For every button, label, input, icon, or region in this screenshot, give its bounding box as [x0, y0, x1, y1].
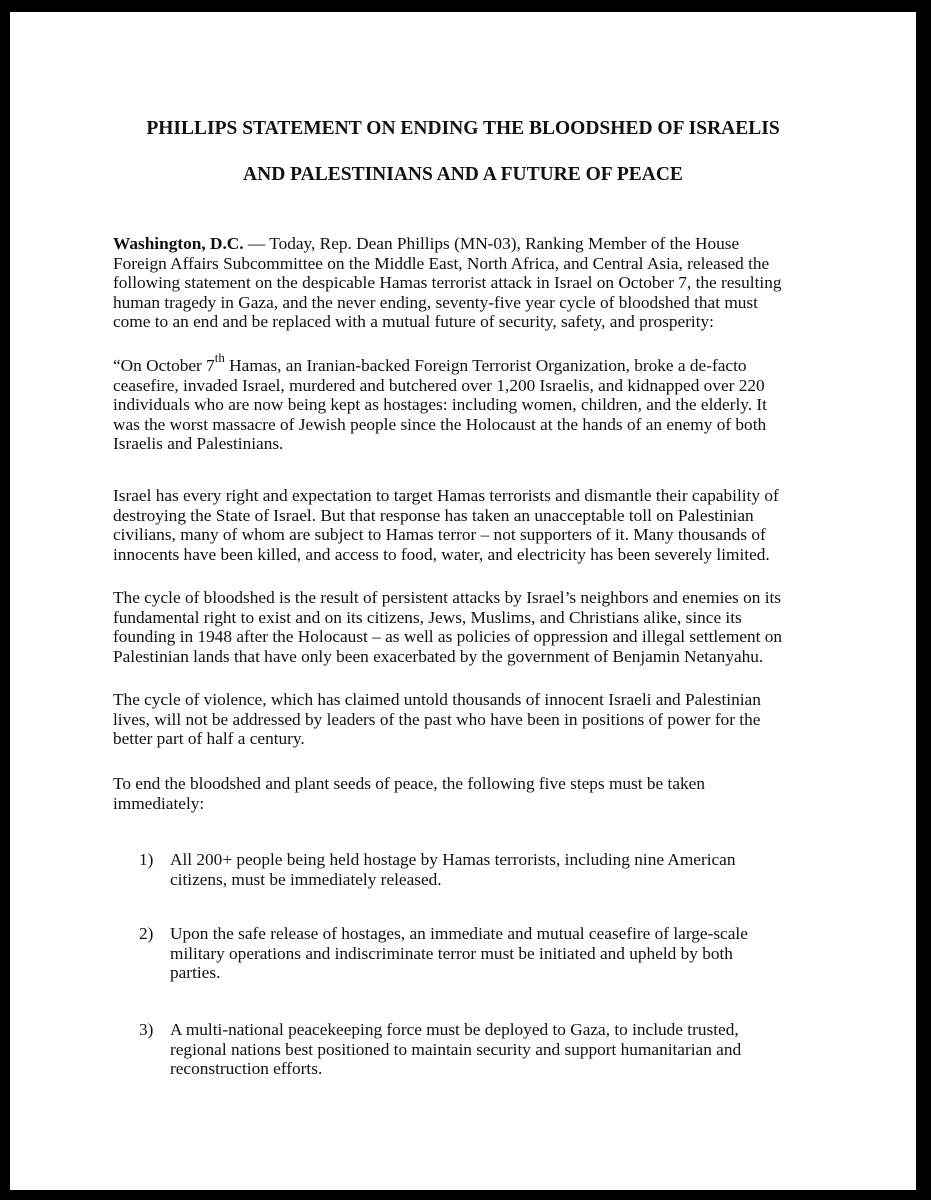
paragraph-cycle-of-bloodshed: The cycle of bloodshed is the result of persistent attacks by Israel’s neighbors and enemies on its fundamental right to exist and on its citizens, Jews, Muslims, and Christians alike, since its founding in 1948 after the Holocaust – as well as policies of oppression and illegal settlement on Palestinian lands that have only been exacerbated by the government of Benjamin Netanyahu. [113, 588, 783, 666]
title-line-2: AND PALESTINIANS AND A FUTURE OF PEACE [243, 164, 683, 185]
quote-text: Hamas, an Iranian-backed Foreign Terrorist Organization, broke a de-facto ceasefire, invaded Israel, murdered and butchered over 1,200 Israelis, and kidnapped over 220 individuals who are now being kept as hostages: including women, children, and the elderly. It was the worst massacre of Jewish people since the Holocaust at the hands of an enemy of both Israelis and Palestinians. [113, 356, 767, 454]
ordinal-suffix: th [214, 350, 225, 366]
intro-text: — Today, Rep. Dean Phillips (MN-03), Ranking Member of the House Foreign Affairs Subcommittee on the Middle East, North Africa, and Central Asia, released the following statement on the despicable Hamas terrorist attack in Israel on October 7, the resulting human tragedy in Gaza, and the never ending, seventy-five year cycle of bloodshed that must come to an end and be replaced with a mutual future of security, safety, and prosperity: [113, 234, 782, 332]
list-item-text: Upon the safe release of hostages, an immediate and mutual ceasefire of large-scale military operations and indiscriminate terror must be initiated and upheld by both parties. [170, 924, 748, 983]
list-item-number: 2) [139, 924, 154, 943]
dateline: Washington, D.C. [113, 234, 244, 253]
quote-open: “On October 7 [113, 356, 215, 375]
paragraph-cycle-of-violence: The cycle of violence, which has claimed untold thousands of innocent Israeli and Palestinian lives, will not be addressed by leaders of the past who have been in positions of power for the better part of half a century. [113, 690, 761, 749]
intro-paragraph [113, 234, 853, 332]
paragraph-israel-rights: Israel has every right and expectation to target Hamas terrorists and dismantle their capability of destroying the State of Israel. But that response has taken an unacceptable toll on Palestinian civilians, many of whom are subject to Hamas terror – not supporters of it. Many thousands of innocents have been killed, and access to food, water, and electricity has been severely limited. [113, 486, 779, 564]
list-item-text: All 200+ people being held hostage by Hamas terrorists, including nine American citizens, must be immediately released. [170, 850, 736, 889]
list-item-number: 3) [139, 1020, 154, 1039]
quote-paragraph [113, 350, 853, 454]
document-page [10, 12, 916, 1190]
title-line-1: PHILLIPS STATEMENT ON ENDING THE BLOODSHED OF ISRAELIS [146, 118, 780, 139]
list-item-number: 1) [139, 850, 154, 869]
list-item-text: A multi-national peacekeeping force must be deployed to Gaza, to include trusted, regional nations best positioned to maintain security and support humanitarian and reconstruction efforts. [170, 1020, 742, 1079]
paragraph-five-steps-intro: To end the bloodshed and plant seeds of peace, the following five steps must be taken immediately: [113, 774, 705, 813]
